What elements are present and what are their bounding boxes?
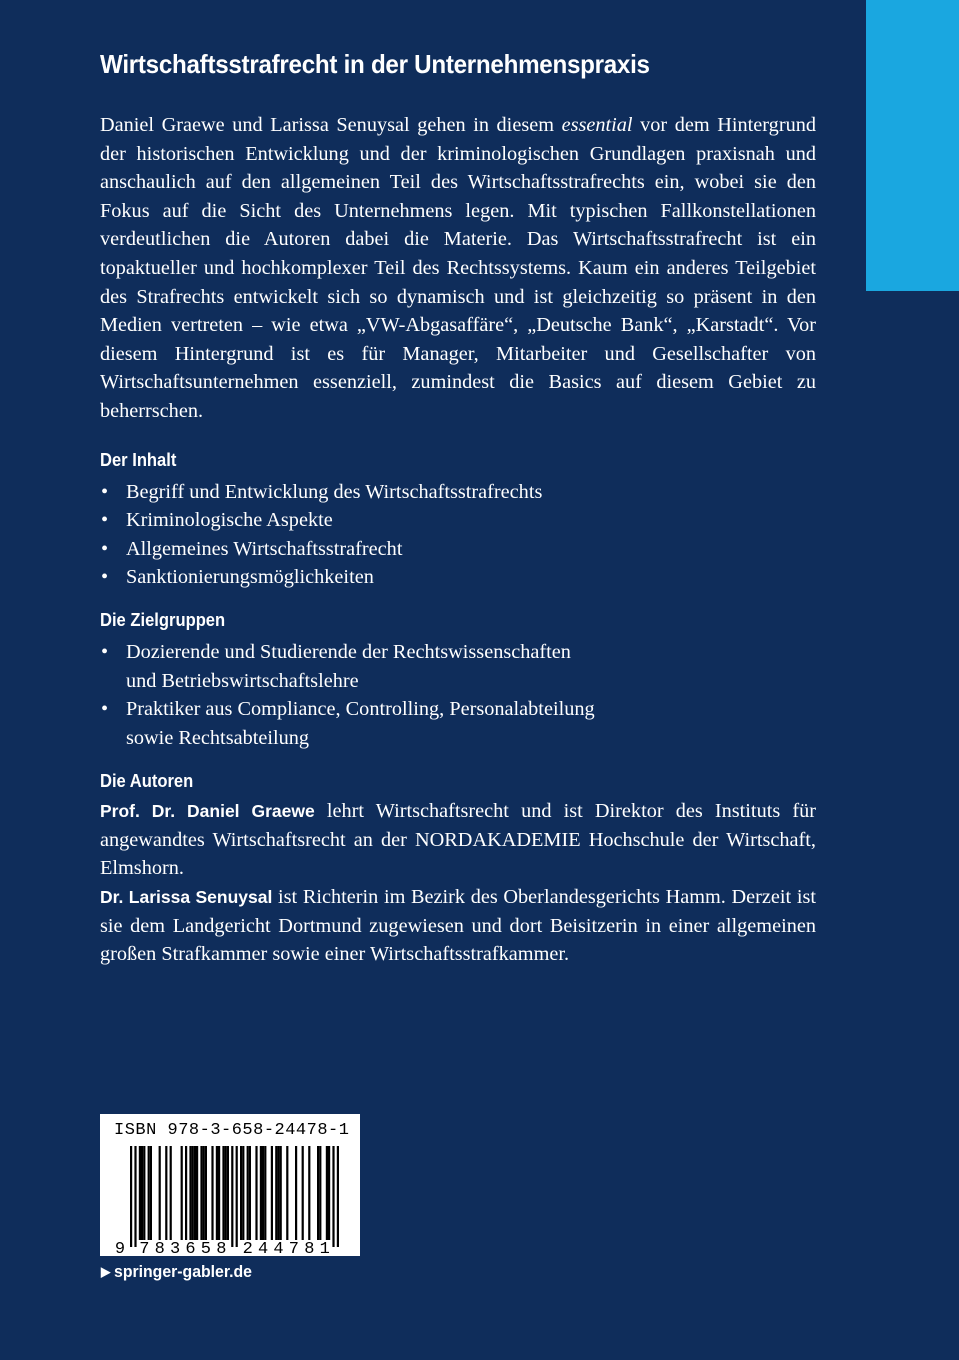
barcode-bar: [216, 1146, 218, 1240]
intro-text-after: vor dem Hintergrund der historischen Entwicklung und der kriminologischen Grundlagen praxisnah und anschaulich auf den allgemeinen Teil des Wirtschaftsstrafrechts ein, wobei sie den Fokus auf die Sicht des Unternehmens legen. Mit typischen Fallkonstellationen verdeutlichen die Autoren dabei die Materie. Das Wirtschaftsstrafrecht ist ein topaktueller und hochkomplexer Teil des Rechtssystems. Kaum ein anderes Teilgebiet des Strafrechts entwickelt sich so dynamisch und ist gleichzeitig so präsent in den Medien vertreten – wie etwa „VW-Abgasaffäre“, „Deutsche Bank“, „Karstadt“. Vor diesem Hintergrund ist es für Manager, Mitarbeiter und Gesellschafter von Wirtschaftsunternehmen essenziell, zumindest die Basics auf diesem Gebiet zu beherrschen.: [100, 114, 816, 422]
list-item: [100, 695, 816, 752]
barcode-digit: 4: [257, 1240, 269, 1256]
author-bio-text: lehrt Wirtschaftsrecht und ist Direktor des Instituts für angewandtes Wirtschaftsrecht an der NORDAKADEMIE Hochschule der Wirtschaft, Elmshorn.: [100, 800, 817, 880]
barcode-bar: [319, 1146, 321, 1240]
barcode-bar: [165, 1146, 167, 1240]
barcode-digit: 6: [185, 1240, 196, 1256]
barcode-digit: 2: [242, 1240, 253, 1256]
author-bio: [100, 883, 816, 969]
list-item-line: und Betriebswirtschaftslehre: [126, 669, 359, 692]
inhalt-list: [100, 478, 816, 592]
barcode-bar: [192, 1146, 194, 1240]
barcode-bar: [271, 1146, 273, 1240]
list-item: [100, 535, 816, 564]
back-cover-content: [100, 44, 816, 969]
barcode-bar: [286, 1146, 288, 1240]
barcode-bar: [185, 1146, 187, 1240]
list-item-line: Praktiker aus Compliance, Controlling, Personalabteilung: [126, 698, 595, 721]
barcode-bar: [275, 1146, 277, 1240]
isbn-label: ISBN 978-3-658-24478-1: [114, 1121, 350, 1140]
barcode-digit: 7: [139, 1240, 150, 1256]
barcode-bar: [247, 1146, 249, 1240]
barcode-bar: [189, 1146, 191, 1240]
barcode-bar: [240, 1146, 242, 1240]
barcode-bar: [255, 1146, 257, 1240]
barcode-digit: 3: [169, 1240, 181, 1256]
barcode-bar: [317, 1146, 319, 1240]
intro-paragraph: [100, 111, 816, 426]
book-title: Wirtschaftsstrafrecht in der Unternehmenspraxis: [100, 49, 650, 79]
bullet-icon: •: [101, 640, 109, 663]
barcode-bar: [218, 1146, 220, 1240]
list-item: [100, 638, 816, 695]
barcode-bar: [134, 1146, 136, 1247]
barcode-bar: [326, 1146, 328, 1240]
barcode-bar: [227, 1146, 229, 1240]
isbn-barcode: [100, 1114, 360, 1256]
barcode-digit: 8: [154, 1240, 165, 1256]
publisher-link[interactable]: [101, 1262, 252, 1282]
barcode-bar: [170, 1146, 172, 1240]
author-name: Prof. Dr. Daniel Graewe: [100, 801, 315, 822]
intro-emphasis: essential: [561, 114, 633, 136]
author-bio-text: ist Richterin im Bezirk des Oberlandesgerichts Hamm. Derzeit ist sie dem Landgericht Dortmund zugewiesen und dort Beisitzerin in einer allgemeinen großen Strafkammer sowie einer Wirtschaftsstrafkammer.: [100, 886, 816, 966]
bullet-icon: •: [101, 698, 109, 721]
list-item-line: Dozierende und Studierende der Rechtswissenschaften: [126, 640, 571, 663]
list-item-text: Allgemeines Wirtschaftsstrafrecht: [126, 537, 403, 560]
barcode-bar: [302, 1146, 304, 1240]
barcode-bar: [200, 1146, 202, 1240]
barcode-bar: [143, 1146, 145, 1240]
barcode-digit: 7: [288, 1240, 300, 1256]
barcode-bar: [196, 1146, 198, 1240]
barcode-bar: [148, 1146, 150, 1240]
barcode-bar: [130, 1146, 132, 1247]
barcode-bar: [159, 1146, 161, 1240]
author-bio: [100, 797, 816, 883]
barcode-digit: 4: [273, 1240, 284, 1256]
bullet-icon: •: [101, 537, 109, 560]
bullet-icon: •: [101, 480, 109, 503]
barcode-bar: [332, 1146, 334, 1247]
barcode-digit: 1: [319, 1240, 330, 1256]
list-item: [100, 478, 816, 507]
inhalt-heading: Der Inhalt: [100, 449, 177, 470]
barcode-bar: [295, 1146, 297, 1240]
barcode-bar: [205, 1146, 207, 1240]
barcode-bar: [262, 1146, 264, 1240]
list-item-text: Sanktionierungsmöglichkeiten: [126, 566, 374, 589]
accent-tab: [866, 0, 959, 291]
barcode-bar: [194, 1146, 196, 1240]
publisher-url: springer-gabler.de: [114, 1262, 252, 1281]
barcode-digit: 5: [200, 1240, 212, 1256]
barcode-bar: [264, 1146, 266, 1240]
barcode-bar: [308, 1146, 310, 1240]
barcode-digit: 8: [216, 1240, 227, 1256]
list-item: [100, 506, 816, 535]
barcode-bar: [249, 1146, 251, 1240]
barcode-bar: [280, 1146, 282, 1240]
list-item-text: Begriff und Entwicklung des Wirtschaftsstrafrechts: [126, 480, 543, 503]
arrow-right-icon: ▶: [101, 1264, 111, 1279]
barcode-digit: 8: [304, 1240, 315, 1256]
barcode-graphic: [100, 1114, 360, 1256]
zielgruppen-list: [100, 638, 816, 752]
bullet-icon: •: [101, 566, 109, 589]
barcode-bar: [337, 1146, 339, 1247]
barcode-bar: [236, 1146, 238, 1247]
list-item-line: sowie Rechtsabteilung: [126, 726, 310, 749]
barcode-digit: 9: [114, 1240, 126, 1256]
barcode-bar: [242, 1146, 244, 1240]
zielgruppen-heading: Die Zielgruppen: [100, 609, 226, 630]
list-item-text: Kriminologische Aspekte: [126, 509, 333, 532]
barcode-bar: [203, 1146, 205, 1240]
barcode-bar: [225, 1146, 227, 1240]
barcode-bar: [277, 1146, 279, 1240]
barcode-bar: [181, 1146, 183, 1240]
list-item: [100, 563, 816, 592]
autoren-heading: Die Autoren: [100, 771, 194, 792]
intro-text-before: Daniel Graewe und Larissa Senuysal gehen in diesem: [100, 114, 562, 136]
barcode-bar: [328, 1146, 330, 1240]
barcode-bar: [150, 1146, 152, 1240]
bullet-icon: •: [101, 509, 109, 532]
barcode-bar: [222, 1146, 224, 1240]
barcode-bar: [139, 1146, 141, 1240]
barcode-bar: [231, 1146, 233, 1247]
barcode-bar: [141, 1146, 143, 1240]
author-name: Dr. Larissa Senuysal: [100, 887, 273, 908]
barcode-bar: [260, 1146, 262, 1240]
barcode-bar: [211, 1146, 213, 1240]
